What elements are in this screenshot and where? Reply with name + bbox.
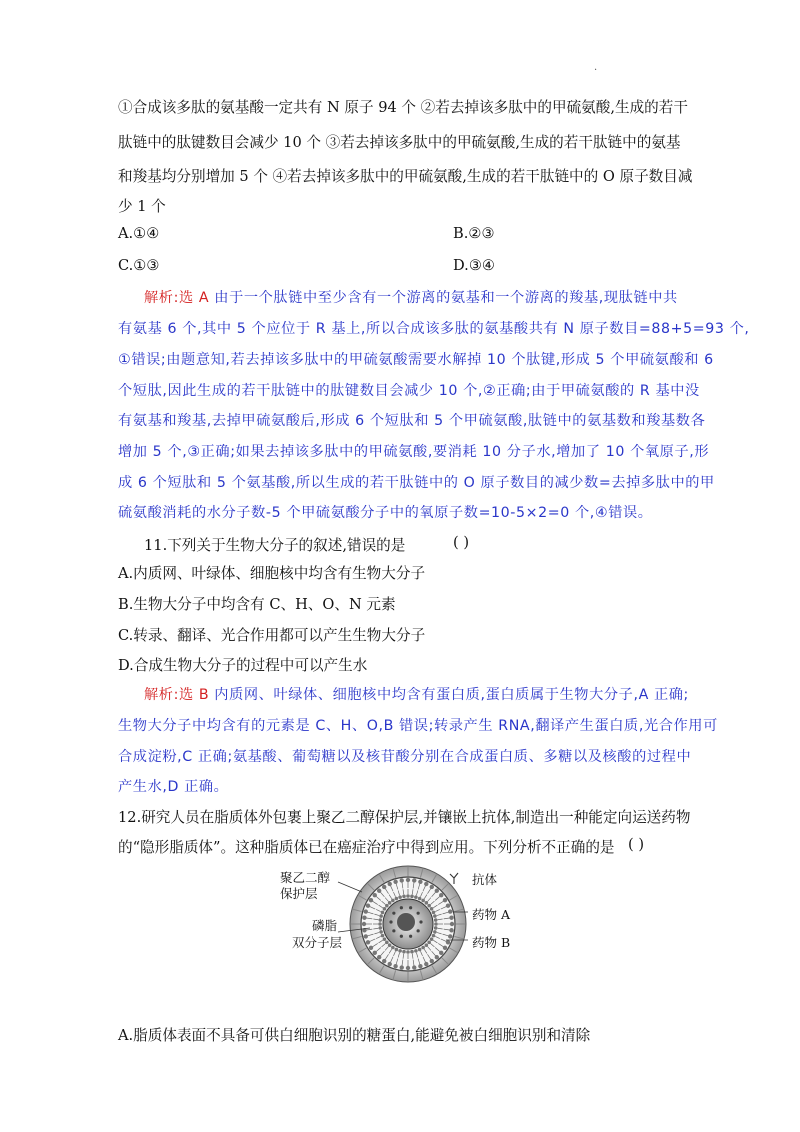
analysis-text: 由于一个肽链中至少含有一个游离的氨基和一个游离的羧基,现肽链中共 (209, 290, 678, 306)
drug-a-core (397, 913, 415, 931)
lipid-head (410, 950, 414, 954)
drug-particle (409, 906, 412, 909)
lipid-head (395, 897, 399, 901)
lipid-head (418, 964, 422, 968)
lipid-head (430, 885, 434, 889)
lipid-head (383, 907, 387, 911)
drug-particle (400, 906, 403, 909)
lipid-head (381, 934, 385, 938)
analysis-line-3: ①错误;由题意知,若去掉该多肽中的甲硫氨酸需要水解掉 10 个肽键,形成 5 个甲硫氨酸和 6 (118, 352, 714, 368)
lipid-head (448, 909, 452, 913)
lipid-head (418, 880, 422, 884)
lipid-head (432, 911, 436, 915)
lipid-head (425, 901, 429, 905)
antibody-icon (450, 873, 458, 884)
lipid-head (443, 946, 447, 950)
option-b: B.②③ (453, 225, 495, 242)
lipid-head (406, 950, 410, 954)
lipid-head (391, 899, 395, 903)
lipid-head (421, 899, 425, 903)
analysis-line-2: 有氨基 6 个,其中 5 个应位于 R 基上,所以合成该多肽的氨基酸共有 N 原子数目=88+5=93 个, (118, 321, 750, 337)
lipid-head (412, 965, 416, 969)
drug-particle (417, 912, 420, 915)
antibody-label: 抗体 (472, 872, 498, 887)
peg-label-2: 保护层 (280, 886, 318, 901)
analysis-line-6: 增加 5 个,③正确;如果去掉该多肽中的甲硫氨酸,要消耗 10 分子水,增加了 10 个氧原子,形 (118, 444, 710, 460)
lipid-head (446, 940, 450, 944)
drug-particle (409, 935, 412, 938)
lipid-head (385, 904, 389, 908)
lipid-head (449, 928, 453, 932)
lipid-head (385, 941, 389, 945)
lipid-head (410, 894, 414, 898)
phospholipid-label-1: 磷脂 (312, 918, 338, 933)
lipid-head (379, 930, 383, 934)
q11-option-d: D.合成生物大分子的过程中可以产生水 (118, 657, 368, 674)
analysis-line-7: 成 6 个短肽和 5 个氨基酸,所以生成的若干肽链中的 O 原子数目的减少数=去掉多肽中的甲 (118, 475, 715, 491)
q12-answer-blank: ( ) (628, 836, 645, 853)
lipid-head (369, 946, 373, 950)
lipid-head (362, 922, 366, 926)
lipid-head (381, 911, 385, 915)
analysis-line-4: 个短肽,因此生成的若干肽链中的肽键数目会减少 10 个,②正确;由于甲硫氨酸的 R 基中没 (118, 383, 700, 399)
statement-line-2: 肽链中的肽键数目会减少 10 个 ③若去掉该多肽中的甲硫氨酸,生成的若干肽链中的氨基 (118, 134, 681, 151)
lipid-head (427, 941, 431, 945)
q11-answer-blank: ( ) (453, 534, 470, 551)
q11-stem: 11.下列关于生物大分子的叙述,错误的是 (144, 537, 406, 554)
lipid-head (412, 878, 416, 882)
lipid-head (448, 934, 452, 938)
analysis-line-5: 有氨基和羧基,去掉甲硫氨酸后,形成 6 个短肽和 5 个甲硫氨酸,肽链中的氨基数和羧基数各 (118, 413, 706, 429)
lipid-head (430, 959, 434, 963)
lipid-head (446, 904, 450, 908)
q11-analysis-text: 内质网、叶绿体、细胞核中均含有蛋白质,蛋白质属于生物大分子,A 正确; (209, 687, 689, 703)
q12-option-a: A.脂质体表面不具备可供白细胞识别的糖蛋白,能避免被白细胞识别和清除 (118, 1027, 591, 1044)
drug-particle (400, 935, 403, 938)
lipid-head (382, 885, 386, 889)
lipid-head (414, 949, 418, 953)
peg-leader-line (338, 882, 362, 892)
analysis-line-1 (144, 287, 678, 307)
lipid-head (391, 946, 395, 950)
lipid-head (421, 946, 425, 950)
lipid-head (432, 934, 436, 938)
option-d: D.③④ (453, 257, 495, 274)
lipid-head (430, 937, 434, 941)
q12-stem-line-1: 12.研究人员在脂质体外包裹上聚乙二醇保护层,并镶嵌上抗体,制造出一种能定向运送药物 (118, 809, 691, 826)
lipid-head (418, 897, 422, 901)
lipid-head (402, 894, 406, 898)
lipid-head (406, 878, 410, 882)
q11-option-c: C.转录、翻译、光合作用都可以产生生物大分子 (118, 627, 426, 644)
statement-line-3: 和羧基均分别增加 5 个 ④若去掉该多肽中的甲硫氨酸,生成的若干肽链中的 O 原子数目减 (118, 168, 693, 185)
lipid-head (378, 918, 382, 922)
analysis-line-8: 硫氨酸消耗的水分子数-5 个甲硫氨酸分子中的氧原子数=10-5×2=0 个,④错误。 (118, 505, 653, 521)
lipid-head (400, 878, 404, 882)
peg-label-1: 聚乙二醇 (280, 870, 331, 885)
lipid-head (433, 930, 437, 934)
lipid-head (364, 909, 368, 913)
lipid-head (388, 882, 392, 886)
option-a: A.①④ (118, 225, 160, 242)
lipid-head (378, 922, 382, 926)
q11-analysis-line-3: 合成淀粉,C 正确;氨基酸、葡萄糖以及核苷酸分别在合成蛋白质、多糖以及核酸的过程中 (118, 749, 692, 765)
lipid-head (443, 898, 447, 902)
lipid-head (362, 916, 366, 920)
drug-a-label: 药物 A (472, 907, 511, 922)
lipid-head (433, 914, 437, 918)
drug-particle (392, 912, 395, 915)
drug-b-label: 药物 B (472, 935, 511, 950)
lipid-head (393, 880, 397, 884)
drug-particle (419, 920, 422, 923)
q11-analysis-line-2: 生物大分子中均含有的元素是 C、H、O,B 错误;转录产生 RNA,翻译产生蛋白质,光合作用可 (118, 718, 718, 734)
lipid-head (402, 950, 406, 954)
q11-option-b: B.生物大分子中均含有 C、H、O、N 元素 (118, 596, 396, 613)
page-mark: . (594, 62, 598, 73)
lipid-head (434, 922, 438, 926)
statement-line-1: ①合成该多肽的氨基酸一定共有 N 原子 94 个 ②若去掉该多肽中的甲硫氨酸,生成的若干 (118, 99, 688, 116)
lipid-head (398, 895, 402, 899)
q11-option-a: A.内质网、叶绿体、细胞核中均含有生物大分子 (118, 565, 426, 582)
lipid-head (364, 934, 368, 938)
lipid-head (378, 926, 382, 930)
lipid-head (418, 948, 422, 952)
lipid-head (424, 882, 428, 886)
lipid-head (388, 943, 392, 947)
lipid-head (395, 948, 399, 952)
lipid-head (400, 965, 404, 969)
lipid-head (425, 943, 429, 947)
lipid-head (388, 962, 392, 966)
drug-particle (392, 929, 395, 932)
liposome-figure (278, 862, 538, 992)
q11-analysis-line-4: 产生水,D 正确。 (118, 779, 229, 795)
lipid-head (434, 918, 438, 922)
q11-answer-tag: 解析:选 B (144, 687, 210, 703)
lipid-head (406, 894, 410, 898)
lipid-head (369, 898, 373, 902)
analysis-answer-tag: 解析:选 A (144, 290, 210, 306)
phospholipid-label-2: 双分子层 (292, 935, 343, 950)
q12-stem-line-2: 的“隐形脂质体”。这种脂质体已在癌症治疗中得到应用。下列分析不正确的是 (118, 839, 615, 856)
lipid-head (450, 922, 454, 926)
lipid-head (393, 964, 397, 968)
drug-particle (417, 929, 420, 932)
lipid-head (424, 962, 428, 966)
lipid-head (406, 966, 410, 970)
lipid-head (379, 914, 383, 918)
lipid-head (366, 940, 370, 944)
q11-analysis-line-1 (144, 684, 689, 704)
lipid-head (430, 907, 434, 911)
lipid-head (382, 959, 386, 963)
drug-particle (389, 920, 392, 923)
statement-line-4: 少 1 个 (118, 198, 166, 215)
lipid-head (414, 895, 418, 899)
lipid-head (434, 926, 438, 930)
lipid-head (366, 904, 370, 908)
option-c: C.①③ (118, 257, 160, 274)
lipid-head (388, 901, 392, 905)
lipid-head (427, 904, 431, 908)
lipid-head (449, 916, 453, 920)
lipid-head (398, 949, 402, 953)
lipid-head (383, 937, 387, 941)
